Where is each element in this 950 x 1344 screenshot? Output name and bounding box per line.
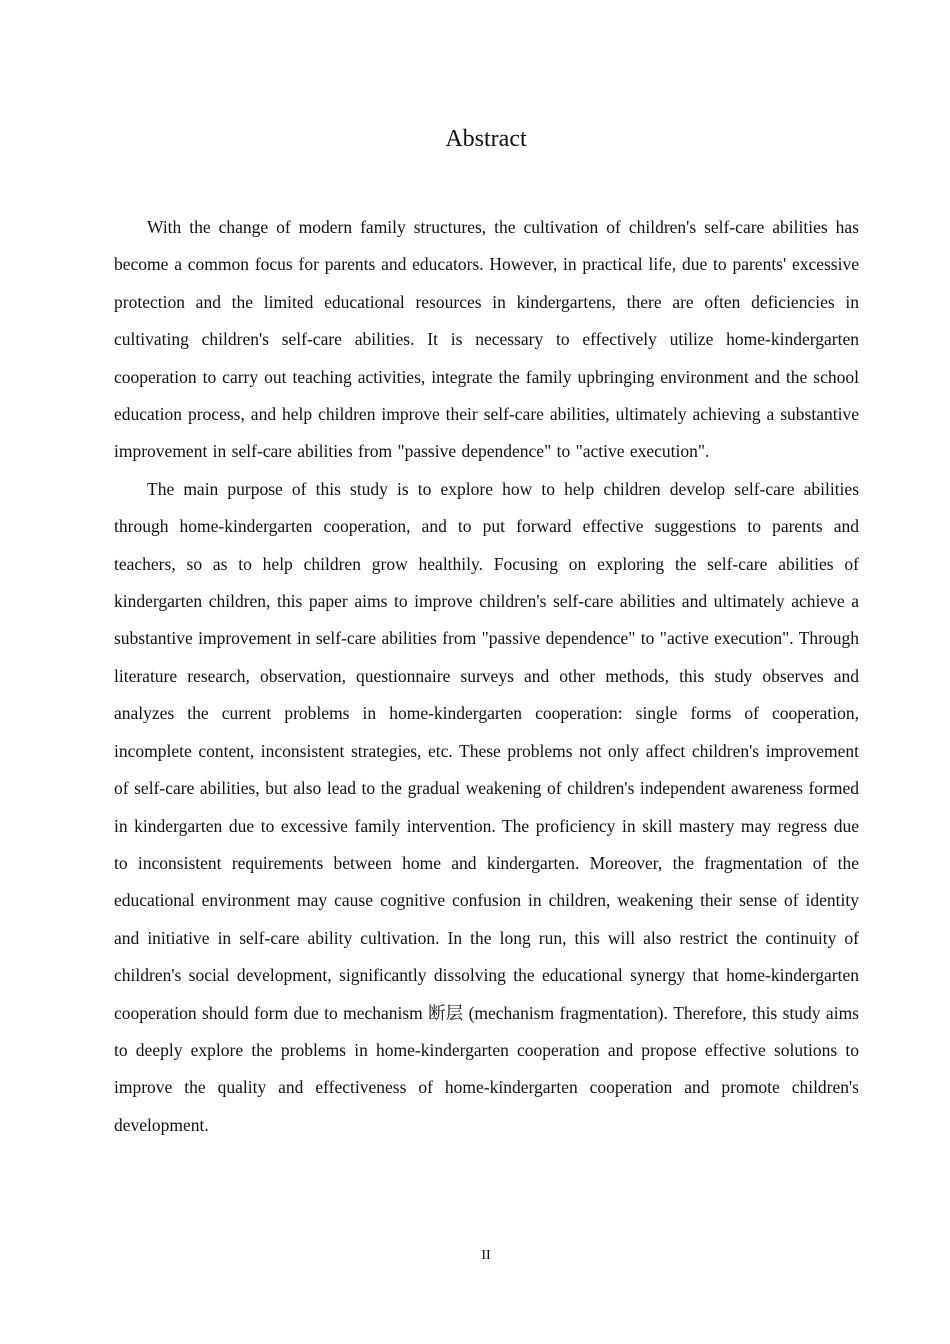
abstract-paragraph-2: The main purpose of this study is to explore how to help children develop self-care abilities through home-kindergarten cooperation, and to put forward effective suggestions to parents and teachers, so as to help children grow healthily. Focusing on exploring the self-care abilities of kindergarten children, this paper aims to improve children's self-care abilities and ultimately achieve a substantive improvement in self-care abilities from "passive dependence" to "active execution". Through literature research, observation, questionnaire surveys and other methods, this study observes and analyzes the current problems in home-kindergarten cooperation: single forms of cooperation, incomplete content, inconsistent strategies, etc. These problems not only affect children's improvement of self-care abilities, but also lead to the gradual weakening of children's independent awareness formed in kindergarten due to excessive family intervention. The proficiency in skill mastery may regress due to inconsistent requirements between home and kindergarten. Moreover, the fragmentation of the educational environment may cause cognitive confusion in children, weakening their sense of identity and initiative in self-care ability cultivation. In the long run, this will also restrict the continuity of children's social development, significantly dissolving the educational synergy that home-kindergarten cooperation should form due to mechanism 断层 (mechanism fragmentation). Therefore, this study aims to deeply explore the problems in home-kindergarten cooperation and propose effective solutions to improve the quality and effectiveness of home-kindergarten cooperation and promote children's development. bbox=[114, 478, 859, 1135]
page-title: Abstract bbox=[445, 126, 527, 152]
page-number: II bbox=[481, 1248, 491, 1263]
abstract-body bbox=[114, 209, 859, 1144]
abstract-paragraph-1: With the change of modern family structures, the cultivation of children's self-care abilities has become a common focus for parents and educators. However, in practical life, due to parents' excessive protection and the limited educational resources in kindergartens, there are often deficiencies in cultivating children's self-care abilities. It is necessary to effectively utilize home-kindergarten cooperation to carry out teaching activities, integrate the family upbringing environment and the school education process, and help children improve their self-care abilities, ultimately achieving a substantive improvement in self-care abilities from "passive dependence" to "active execution". bbox=[114, 217, 859, 462]
